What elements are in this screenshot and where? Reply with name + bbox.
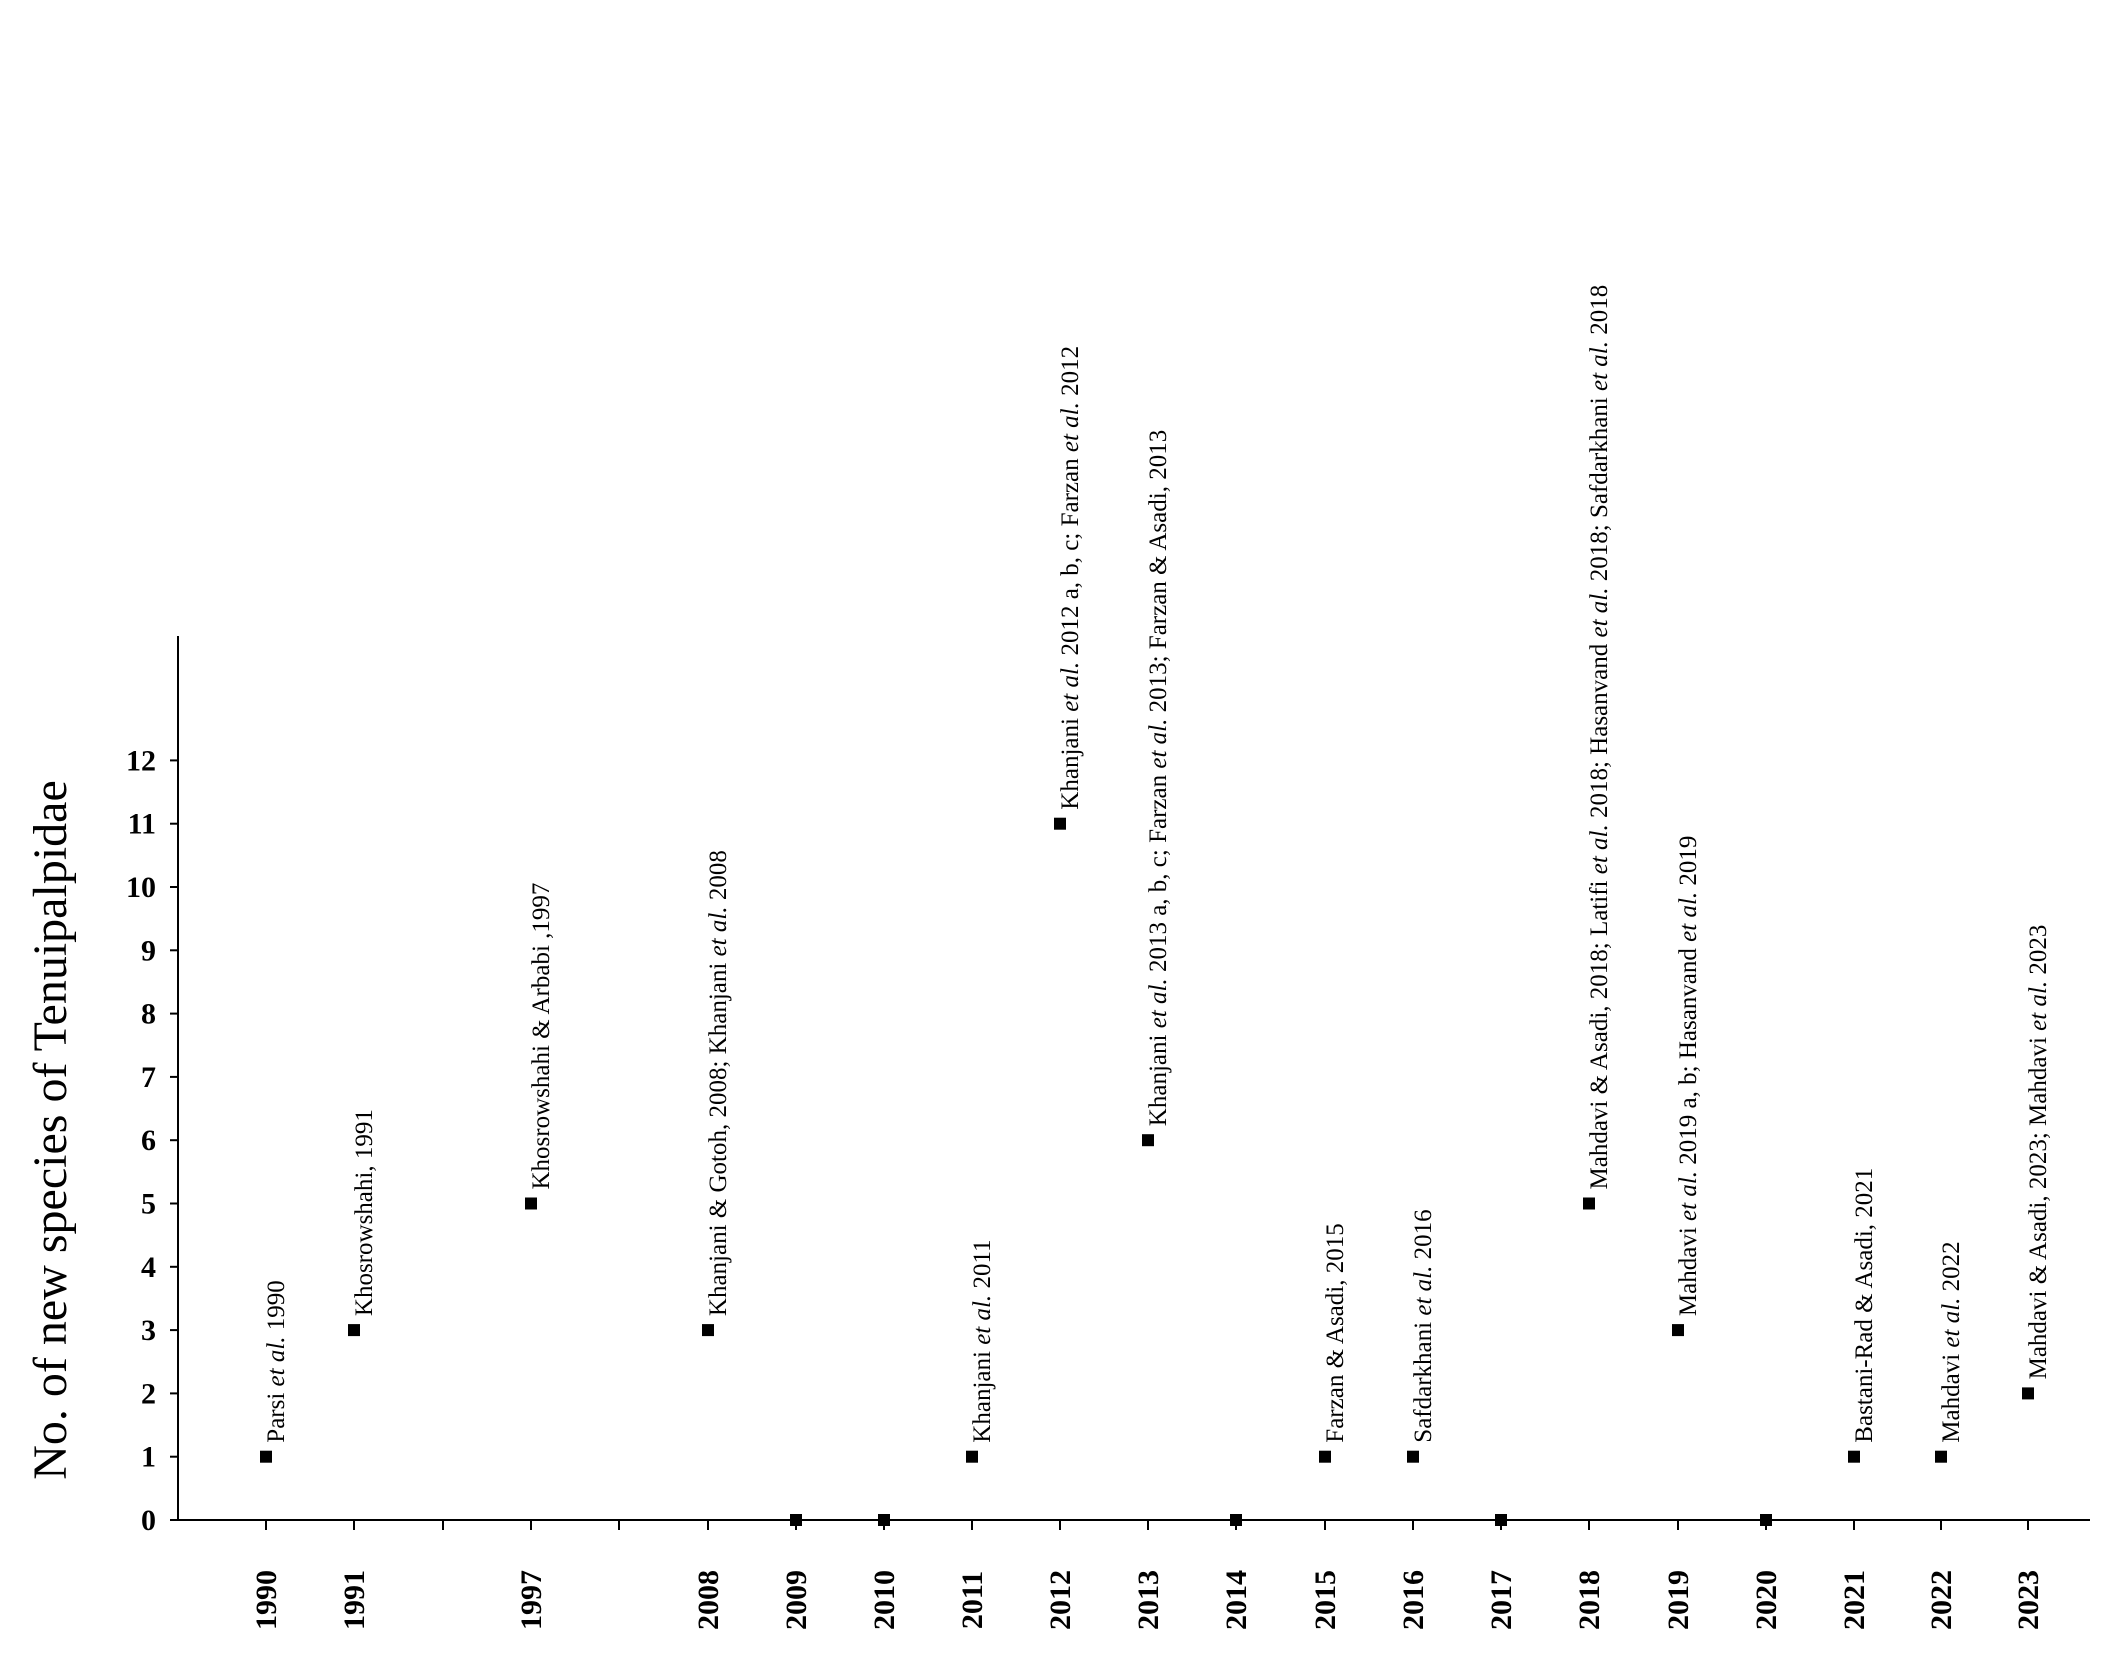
annotation-segment: 2013 a, b, c; Farzan [1145, 768, 1172, 979]
annotation-segment: 2022 [1938, 1241, 1965, 1298]
point-annotation [1410, 1209, 1437, 1442]
y-tick-label: 8 [141, 997, 156, 1031]
annotation-segment: Safdarkhani [1410, 1315, 1437, 1443]
point-annotation [1586, 285, 1613, 1190]
data-point [878, 1514, 890, 1526]
point-annotation [2025, 925, 2052, 1380]
annotation-segment: 2019 [1675, 835, 1702, 892]
y-tick-label: 10 [126, 871, 156, 904]
annotation-segment: 2018 [1586, 284, 1613, 341]
annotation-segment: 2012 a, b, c; Farzan [1057, 452, 1084, 662]
tick-marks [126, 744, 2045, 1630]
annotation-segment: et al. [2025, 980, 2052, 1031]
y-tick-label: 4 [141, 1250, 156, 1284]
y-tick-label: 3 [141, 1314, 156, 1348]
data-point [1935, 1451, 1947, 1463]
annotation-segment: 2008 [705, 850, 732, 907]
data-point [1583, 1198, 1595, 1210]
annotation-segment: Khanjani [1057, 711, 1084, 810]
x-tick-label: 1990 [250, 1570, 283, 1630]
y-tick-label: 0 [141, 1504, 156, 1537]
annotation-segment: Mahdavi [1675, 1220, 1702, 1317]
data-point [966, 1451, 978, 1463]
data-point [790, 1514, 802, 1526]
x-tick-label: 2016 [1397, 1570, 1430, 1630]
annotation-segment: Khosrowshahi, 1991 [351, 1109, 378, 1317]
annotation-segment: Mahdavi & Asadi, 2018; Latifi [1586, 874, 1613, 1190]
x-tick-label: 2018 [1573, 1570, 1606, 1630]
annotation-segment: 2018; Safdarkhani [1586, 391, 1613, 588]
annotation-segment: et al. [1675, 891, 1702, 942]
x-tick-label: 2012 [1044, 1570, 1077, 1630]
x-tick-label: 1997 [515, 1570, 548, 1630]
annotation-segment: 2019 a, b; Hasanvand [1675, 941, 1702, 1171]
annotation-segment: Khosrowshahi & Arbabi ,1997 [528, 882, 555, 1190]
x-tick-label: 2015 [1309, 1570, 1342, 1630]
annotation-segment: et al. [1057, 402, 1084, 453]
data-point [1230, 1514, 1242, 1526]
data-point [260, 1451, 272, 1463]
data-point [1142, 1134, 1154, 1146]
point-annotation [969, 1239, 996, 1442]
data-point [348, 1324, 360, 1336]
annotation-segment: 2018; Hasanvand [1586, 637, 1613, 825]
data-point [1319, 1451, 1331, 1463]
data-point [1407, 1451, 1419, 1463]
annotation-segment: Mahdavi & Asadi, 2023; Mahdavi [2025, 1030, 2052, 1380]
x-tick-label: 2022 [1925, 1570, 1958, 1630]
annotation-segment: Farzan & Asadi, 2015 [1322, 1223, 1349, 1443]
annotation-segment: 2012 [1057, 345, 1084, 403]
annotation-segment: 1990 [263, 1280, 290, 1337]
annotation-segment: Mahdavi [1938, 1347, 1965, 1443]
x-tick-label: 2011 [956, 1570, 989, 1630]
point-annotation [705, 850, 732, 1316]
data-point [1495, 1514, 1507, 1526]
annotation-segment: et al. [1938, 1297, 1965, 1348]
data-point [702, 1324, 714, 1336]
x-tick-label: 2013 [1132, 1570, 1165, 1630]
x-tick-label: 1991 [338, 1570, 371, 1630]
annotation-segment: Khanjani [969, 1344, 996, 1443]
annotation-segment: et al. [969, 1294, 996, 1345]
annotation-segment: et al. [1410, 1265, 1437, 1316]
x-tick-label: 2009 [780, 1570, 813, 1630]
point-annotation [1675, 836, 1702, 1317]
annotation-segment: et al. [1586, 824, 1613, 875]
annotation-segment: Khanjani & Gotoh, 2008; Khanjani [705, 956, 732, 1317]
y-tick-label: 2 [141, 1377, 156, 1411]
point-annotation [1057, 346, 1084, 810]
data-point [2022, 1387, 2034, 1399]
annotation-segment: Khanjani [1145, 1028, 1172, 1127]
x-tick-label: 2014 [1220, 1570, 1253, 1630]
annotation-segment: et al. [1675, 1170, 1702, 1221]
x-tick-label: 2023 [2012, 1570, 2045, 1630]
data-point [525, 1198, 537, 1210]
x-tick-label: 2021 [1838, 1570, 1871, 1630]
point-annotation [528, 883, 555, 1190]
annotation-segment: et al. [1057, 661, 1084, 712]
y-axis-label: No. of new species of Tenuipalpidae [24, 780, 77, 1480]
annotation-segment: 2013; Farzan & Asadi, 2013 [1145, 429, 1172, 719]
annotation-segment: et al. [1586, 587, 1613, 638]
y-tick-label: 1 [141, 1440, 156, 1474]
point-annotation [1938, 1241, 1965, 1442]
data-point [1672, 1324, 1684, 1336]
point-annotation [351, 1109, 378, 1316]
data-point [1848, 1451, 1860, 1463]
axes [178, 636, 2090, 1520]
annotation-segment: et al. [1145, 718, 1172, 769]
annotation-segment: et al. [1145, 978, 1172, 1029]
data-point [1760, 1514, 1772, 1526]
y-tick-label: 11 [127, 807, 156, 841]
x-tick-label: 2019 [1662, 1570, 1695, 1630]
y-tick-label: 6 [141, 1124, 156, 1158]
point-annotation [1851, 1168, 1878, 1443]
annotation-segment: 2016 [1410, 1209, 1437, 1266]
x-tick-label: 2010 [868, 1570, 901, 1630]
y-tick-label: 9 [141, 934, 156, 968]
annotation-segment: et al. [1586, 341, 1613, 391]
y-tick-label: 7 [141, 1060, 156, 1094]
point-annotation [263, 1280, 290, 1443]
data-point [1054, 818, 1066, 830]
y-tick-label: 5 [141, 1187, 156, 1221]
data-points [260, 285, 2052, 1526]
annotation-segment: 2023 [2025, 924, 2052, 981]
x-tick-label: 2017 [1485, 1570, 1518, 1630]
annotation-segment: et al. [705, 906, 732, 957]
annotation-segment: Parsi [263, 1386, 290, 1443]
annotation-segment: Bastani-Rad & Asadi, 2021 [1851, 1167, 1878, 1443]
point-annotation [1322, 1223, 1349, 1442]
x-tick-label: 2020 [1750, 1570, 1783, 1630]
point-annotation [1145, 430, 1172, 1126]
x-tick-label: 2008 [692, 1570, 725, 1630]
annotation-segment: et al. [263, 1336, 290, 1387]
y-tick-label: 12 [126, 744, 156, 778]
annotation-segment: 2011 [969, 1239, 996, 1295]
